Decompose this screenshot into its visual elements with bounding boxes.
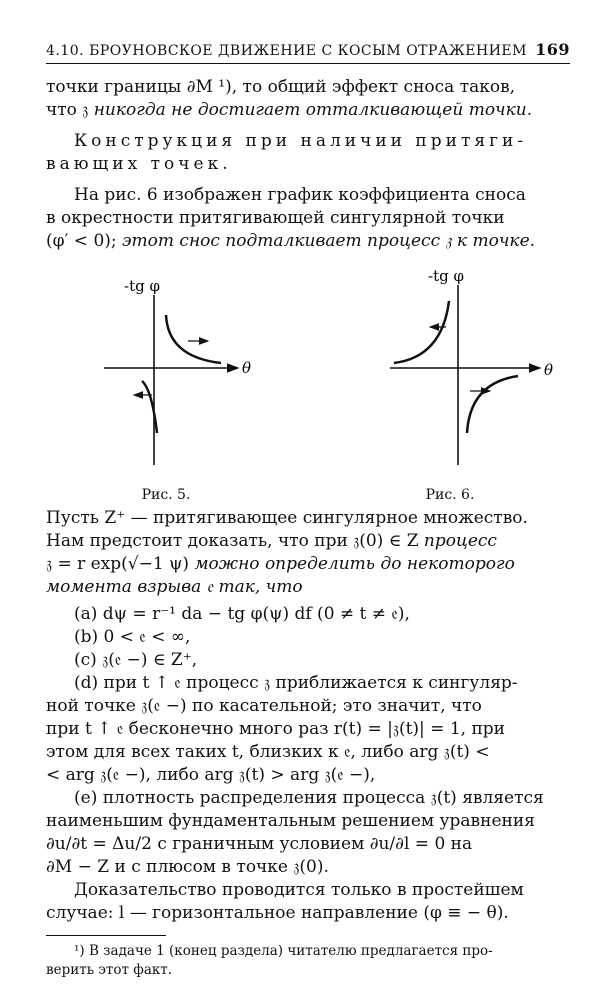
text-line: 𝔷 = r exp(√−1 ψ) можно определить до некоторого — [46, 554, 515, 574]
list-item-cont: наименьшим фундаментальным решением уравнения — [46, 811, 535, 831]
list-item-cont: при t ↑ 𝔢 бесконечно много раз r(t) = |𝔷(t)| = 1, при — [46, 719, 505, 739]
footnote-rule — [46, 935, 166, 936]
figure-6-plot — [330, 265, 570, 505]
text-line: точки границы ∂M ¹), то общий эффект сноса таков, — [46, 77, 516, 97]
text-line: случае: l — горизонтальное направление (φ ≡ − θ). — [46, 903, 509, 923]
text-line: Нам предстоит доказать, что при 𝔷(0) ∈ Z процесс — [46, 531, 497, 551]
page — [46, 40, 570, 980]
footnote-line: ¹) В задаче 1 (конец раздела) читателю предлагается про- — [74, 943, 493, 959]
footnote — [46, 942, 570, 980]
list-item-cont: ∂M − Z и с плюсом в точке 𝔷(0). — [46, 857, 329, 877]
y-axis-label: -tg φ — [428, 267, 464, 285]
list-item: (c) 𝔷(𝔢 −) ∈ Z⁺, — [74, 650, 198, 670]
curve-upper-left — [394, 301, 449, 363]
list-item: (d) при t ↑ 𝔢 процесс 𝔷 приближается к сингуляр- — [74, 673, 518, 693]
page-number: 169 — [535, 40, 570, 59]
text-line: (φ′ < 0); этот снос подталкивает процесс 𝔷 к точке. — [46, 231, 536, 251]
y-axis-label: -tg φ — [124, 277, 160, 295]
list-item-cont: ∂u/∂t = Δu/2 с граничным условием ∂u/∂l = 0 на — [46, 834, 473, 854]
text-line: момента взрыва 𝔢 так, что — [46, 577, 303, 597]
figure-5-plot — [46, 265, 286, 505]
heading-line: вающих точек. — [46, 154, 232, 174]
paragraph-3 — [46, 507, 570, 599]
text-line: На рис. 6 изображен график коэффициента сноса — [74, 185, 526, 205]
text-line: в окрестности притягивающей сингулярной точки — [46, 208, 505, 228]
list-item-cont: < arg 𝔷(𝔢 −), либо arg 𝔷(t) > arg 𝔷(𝔢 −), — [46, 765, 376, 785]
x-axis-label: θ — [242, 359, 252, 377]
running-header — [46, 40, 570, 64]
paragraph-4 — [46, 879, 570, 925]
text-line: Пусть Z⁺ — притягивающее сингулярное множество. — [46, 508, 528, 528]
heading-line: Конструкция при наличии притяги- — [74, 131, 528, 151]
figure-5 — [46, 265, 286, 505]
header-title: 4.10. БРОУНОВСКОЕ ДВИЖЕНИЕ С КОСЫМ ОТРАЖЕНИЕМ — [46, 43, 527, 59]
figure-caption: Рис. 5. — [141, 487, 191, 503]
list-item-cont: ной точке 𝔷(𝔢 −) по касательной; это значит, что — [46, 696, 482, 716]
figures-row — [46, 265, 570, 505]
section-heading — [46, 130, 570, 176]
curve-upper-right — [166, 315, 221, 363]
x-axis-label: θ — [544, 361, 554, 379]
list-item-cont: этом для всех таких t, близких к 𝔢, либо arg 𝔷(t) < — [46, 742, 490, 762]
conditions-list — [46, 603, 570, 879]
list-item: (e) плотность распределения процесса 𝔷(t) является — [74, 788, 544, 808]
text-line: что 𝔷 никогда не достигает отталкивающей точки. — [46, 100, 533, 120]
footnote-line: верить этот факт. — [46, 962, 173, 978]
paragraph-1 — [46, 76, 570, 122]
list-item: (a) dψ = r⁻¹ da − tg φ(ψ) df (0 ≠ t ≠ 𝔢), — [74, 604, 410, 624]
curve-lower-right — [467, 376, 518, 433]
figure-caption: Рис. 6. — [425, 487, 475, 503]
text-line: Доказательство проводится только в простейшем — [74, 880, 524, 900]
list-item: (b) 0 < 𝔢 < ∞, — [74, 627, 191, 647]
figure-6 — [330, 265, 570, 505]
paragraph-2 — [46, 184, 570, 253]
